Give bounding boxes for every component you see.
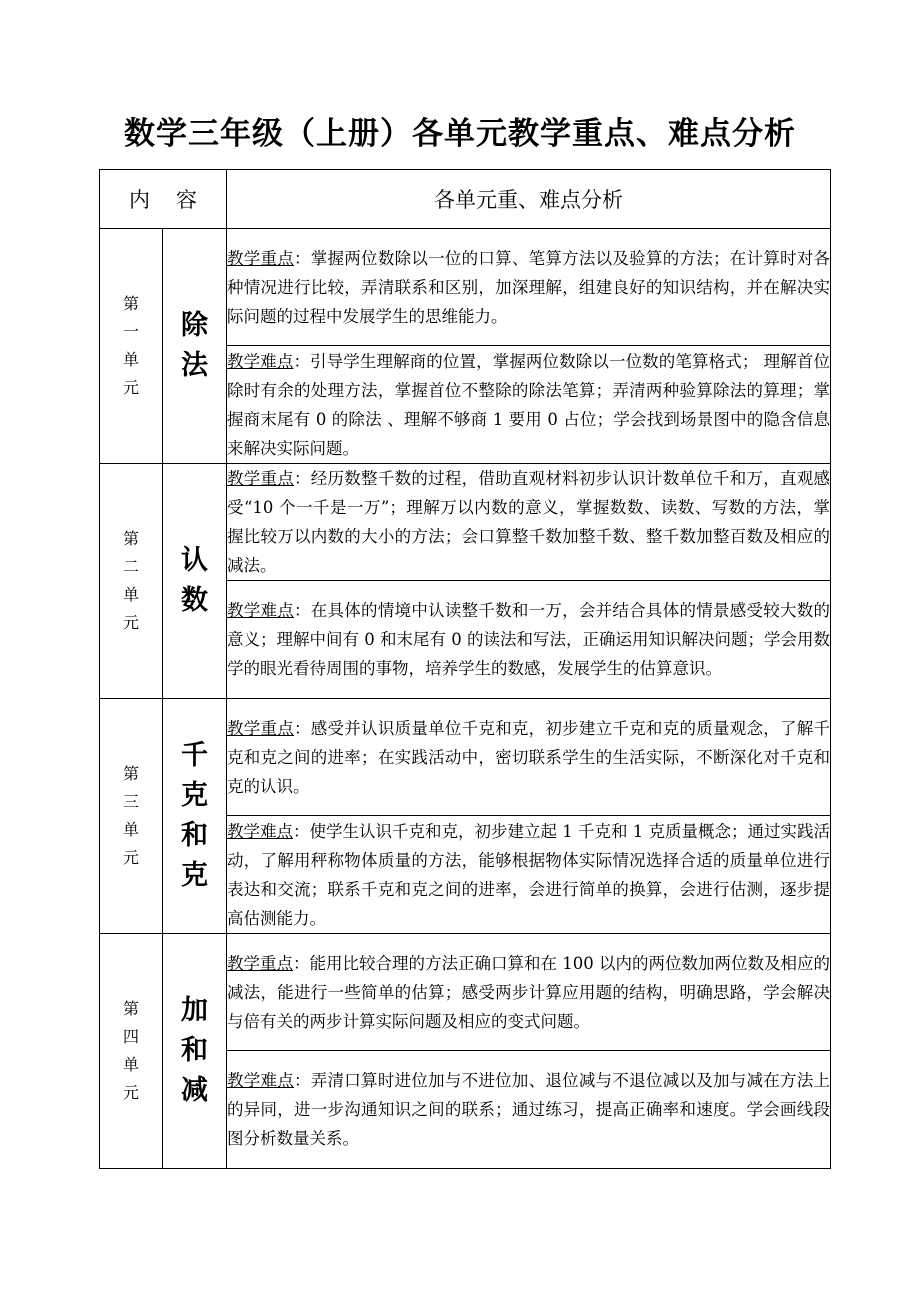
difficulty-label: 教学难点: [227, 821, 294, 841]
unit-2-key-point: [227, 464, 831, 581]
unit-2-number: 第 二 单 元: [100, 464, 163, 699]
header-analysis: 各单元重、难点分析: [227, 170, 831, 229]
unit-1-key-row: [100, 229, 831, 346]
unit-3-number: 第 三 单 元: [100, 699, 163, 934]
table-header-row: [100, 170, 831, 229]
unit-1-topic: 除 法: [163, 229, 227, 464]
key-point-text: ：掌握两位数除以一位的口算、笔算方法以及验算的方法；在计算时对各种情况进行比较，弄清联系和区别，加深理解，组建良好的知识结构，并在解决实际问题的过程中发展学生的思维能力。: [227, 248, 831, 326]
unit-3-key-point: [227, 699, 831, 816]
difficulty-text: ：引导学生理解商的位置，掌握两位数除以一位数的笔算格式； 理解首位除时有余的处理方法，掌握首位不整除的除法笔算；弄清两种验算除法的算理；掌握商末尾有 0 的除法 、理解不够商 1 要用 0 占位；学会找到场景图中的隐含信息来解决实际问题。: [227, 351, 831, 458]
unit-3-topic: 千 克 和 克: [163, 699, 227, 934]
key-point-label: 教学重点: [227, 718, 295, 738]
unit-3-key-row: [100, 699, 831, 816]
unit-1-difficulty: [227, 346, 831, 464]
key-point-text: ：经历数整千数的过程，借助直观材料初步认识计数单位千和万，直观感受“10 个一千是一万”；理解万以内数的意义，掌握数数、读数、写数的方法，掌握比较万以内数的大小的方法；会口算整千数加整千数、整千数加整百数及相应的减法。: [227, 469, 831, 575]
difficulty-label: 教学难点: [227, 351, 294, 371]
difficulty-text: ：在具体的情境中认读整千数和一万，会并结合具体的情景感受较大数的意义；理解中间有 0 和末尾有 0 的读法和写法，正确运用知识解决问题；学会用数学的眼光看待周围的事物，培养学生的数感，发展学生的估算意识。: [227, 601, 831, 678]
unit-1-number: 第 一 单 元: [100, 229, 163, 464]
unit-2-topic: 认 数: [163, 464, 227, 699]
unit-4-key-row: [100, 934, 831, 1051]
key-point-label: 教学重点: [227, 469, 295, 488]
key-point-text: ：能用比较合理的方法正确口算和在 100 以内的两位数加两位数及相应的减法，能进行一些简单的估算；感受两步计算应用题的结构，明确思路，学会解决与倍有关的两步计算实际问题及相应的变式问题。: [227, 953, 831, 1031]
difficulty-label: 教学难点: [227, 601, 295, 620]
page-title: 数学三年级（上册）各单元教学重点、难点分析: [124, 116, 796, 152]
header-content-cell: [100, 170, 227, 229]
unit-2-key-row: [100, 464, 831, 581]
unit-4-difficulty: [227, 1051, 831, 1169]
difficulty-text: ：使学生认识千克和克，初步建立起 1 千克和 1 克质量概念；通过实践活动，了解用秤称物体质量的方法，能够根据物体实际情况选择合适的质量单位进行表达和交流；联系千克和克之间的进率，会进行简单的换算，会进行估测，逐步提高估测能力。: [227, 821, 831, 928]
key-point-label: 教学重点: [227, 248, 295, 268]
unit-4-topic: 加 和 减: [163, 934, 227, 1169]
unit-3-difficulty: [227, 816, 831, 934]
analysis-table: [99, 169, 831, 1169]
unit-2-difficulty: [227, 581, 831, 699]
header-content: 内容: [129, 188, 223, 212]
key-point-label: 教学重点: [227, 953, 294, 973]
difficulty-text: ：弄清口算时进位加与不进位加、退位减与不退位减以及加与减在方法上的异同，进一步沟通知识之间的联系；通过练习，提高正确率和速度。学会画线段图分析数量关系。: [227, 1071, 831, 1148]
unit-4-key-point: [227, 934, 831, 1051]
unit-1-key-point: [227, 229, 831, 346]
key-point-text: ：感受并认识质量单位千克和克，初步建立千克和克的质量观念，了解千克和克之间的进率；在实践活动中，密切联系学生的生活实际，不断深化对千克和克的认识。: [227, 718, 831, 796]
unit-4-number: 第 四 单 元: [100, 934, 163, 1169]
difficulty-label: 教学难点: [227, 1071, 295, 1090]
